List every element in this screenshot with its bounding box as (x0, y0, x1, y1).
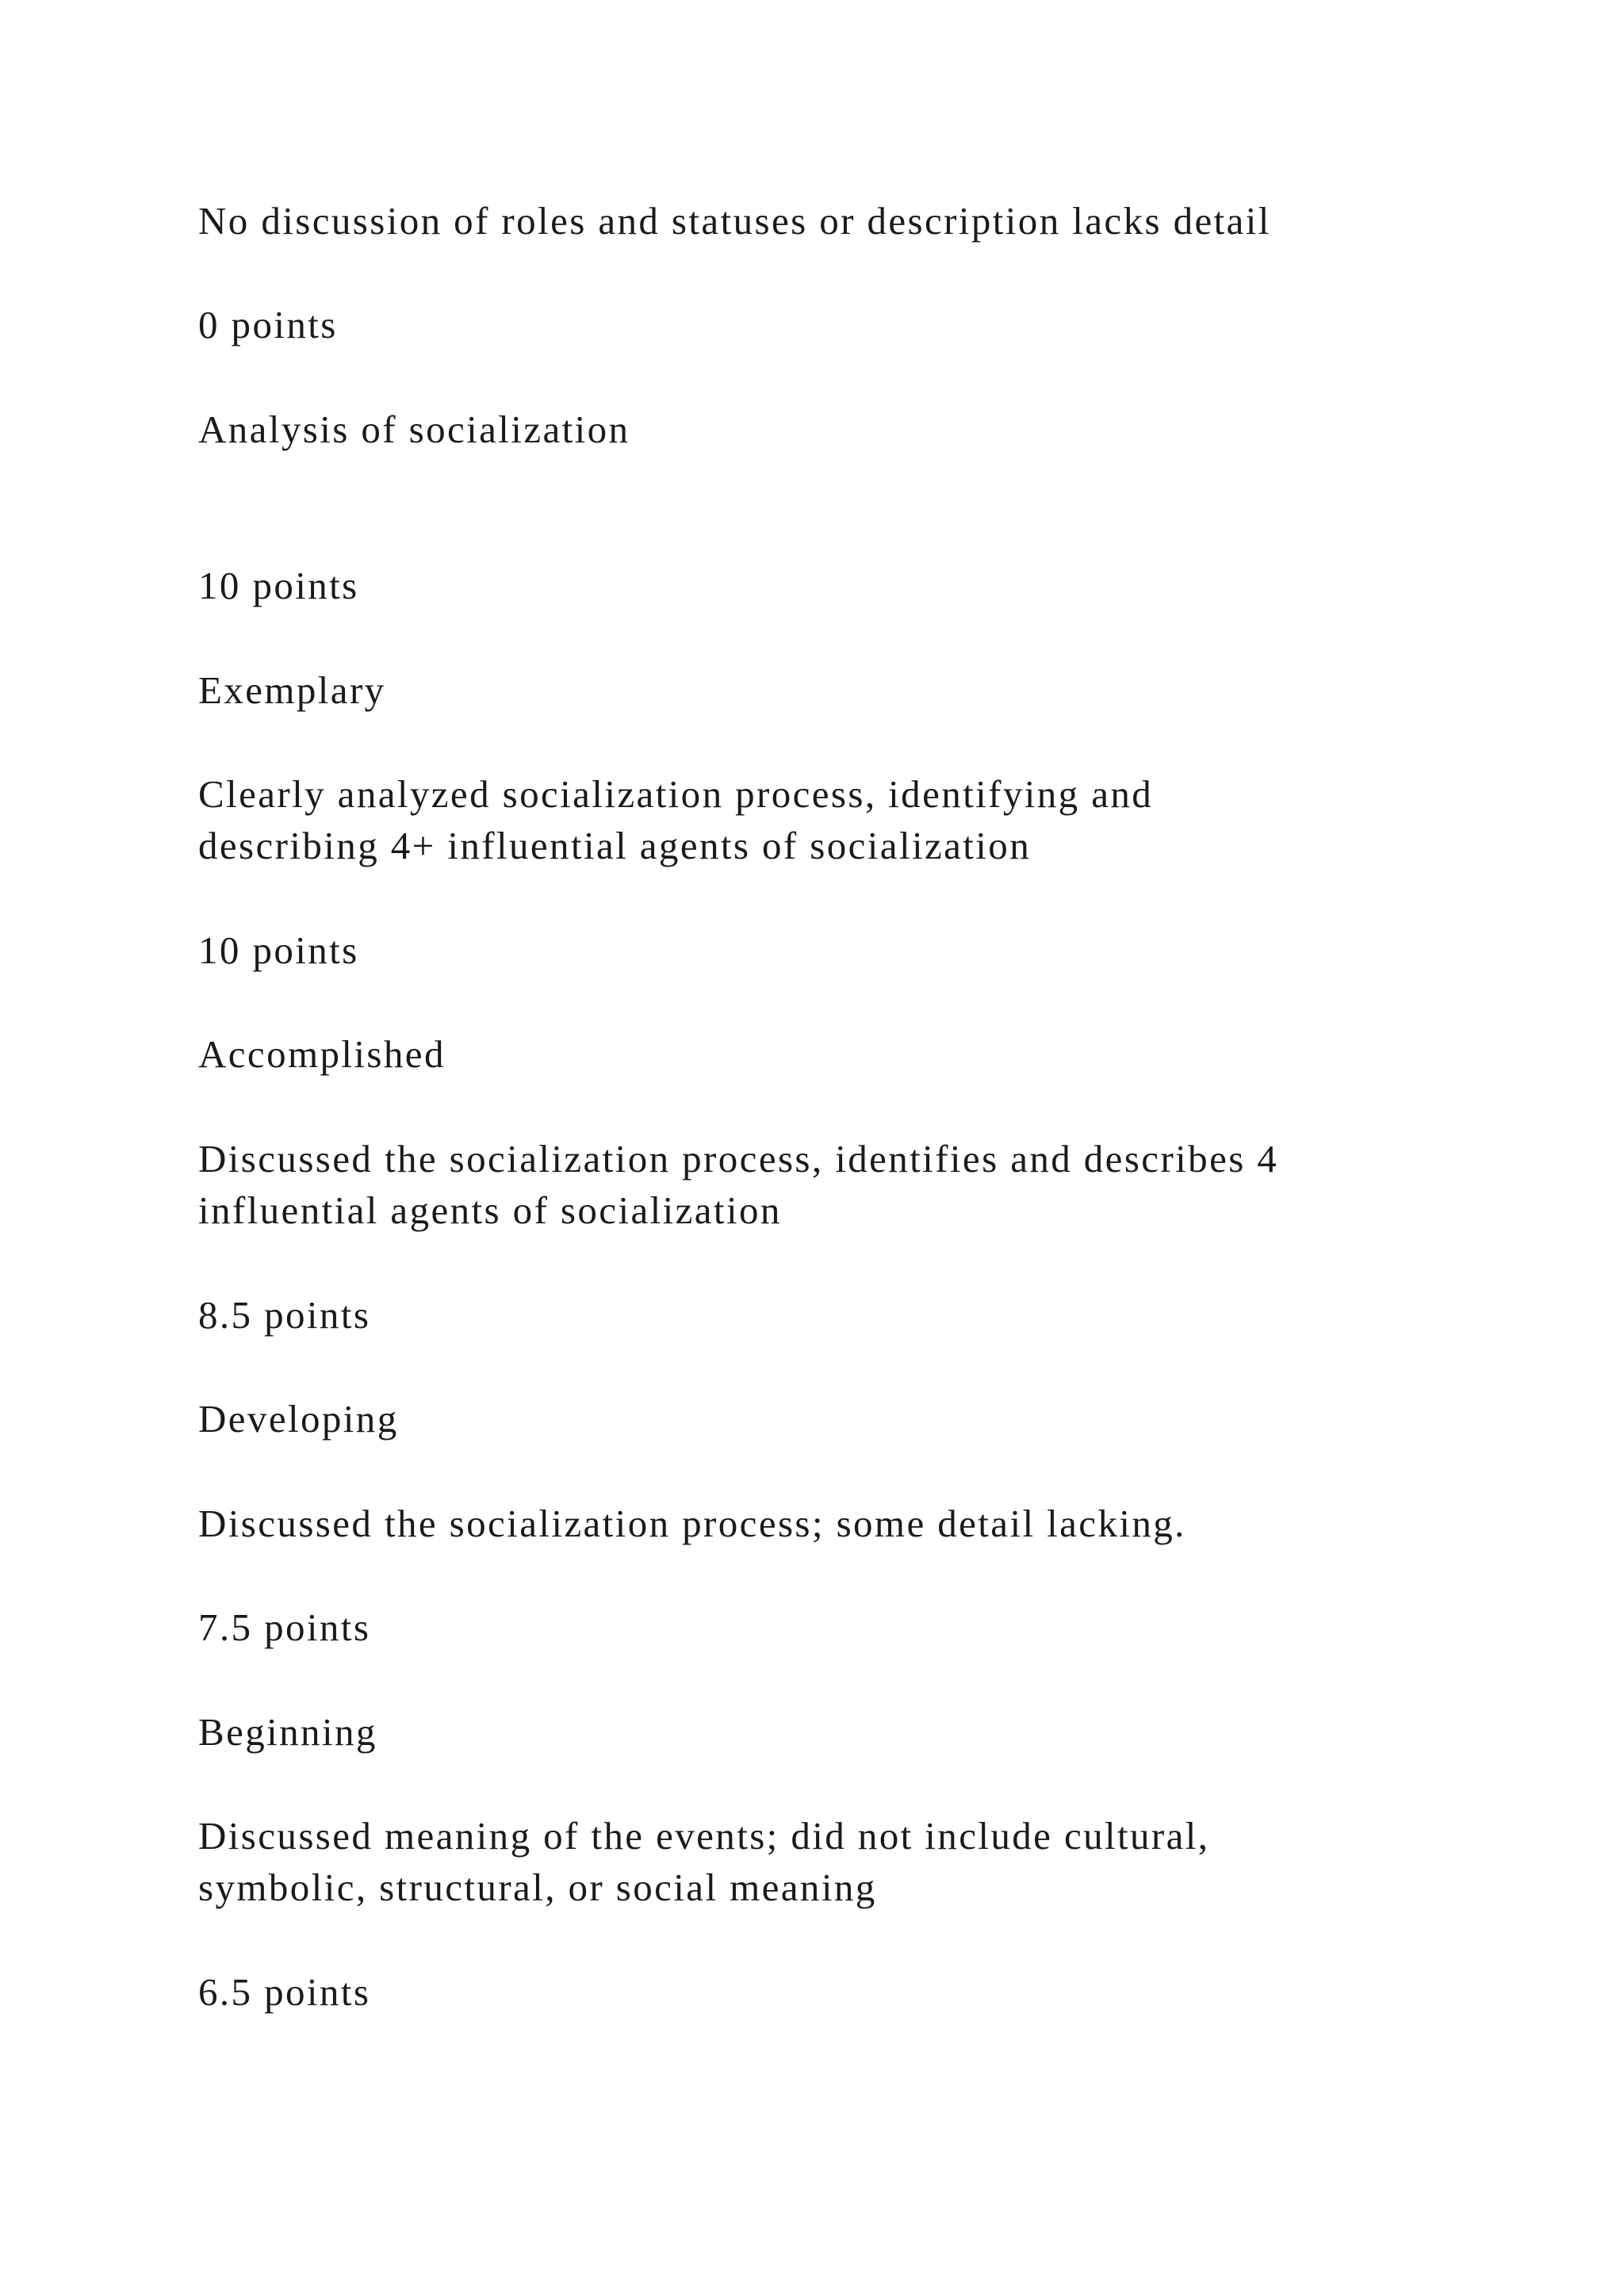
rating-description-line: Discussed meaning of the events; did not include cultural, (198, 1814, 1210, 1858)
criterion-text: No discussion of roles and statuses or description lacks detail (198, 199, 1271, 243)
points-value: 0 points (198, 303, 338, 346)
rating-description-line: Discussed the socialization process; some detail lacking. (198, 1502, 1186, 1545)
points-value: 7.5 points (198, 1605, 371, 1649)
points-value: 8.5 points (198, 1293, 371, 1337)
rating-level: Beginning (198, 1710, 377, 1754)
rating-level: Developing (198, 1397, 399, 1441)
rating-description-line: influential agents of socialization (198, 1188, 782, 1232)
points-value: 10 points (198, 564, 359, 607)
rating-description-line: Discussed the socialization process, identifies and describes 4 (198, 1137, 1279, 1181)
rating-description-line: Clearly analyzed socialization process, identifying and (198, 772, 1154, 816)
points-value: 6.5 points (198, 1970, 371, 2014)
rating-level: Accomplished (198, 1032, 446, 1076)
points-value: 10 points (198, 928, 359, 972)
rating-level: Exemplary (198, 668, 386, 712)
rating-description-line: describing 4+ influential agents of socialization (198, 824, 1032, 867)
criterion-heading: Analysis of socialization (198, 408, 630, 451)
rating-description-line: symbolic, structural, or social meaning (198, 1866, 877, 1909)
